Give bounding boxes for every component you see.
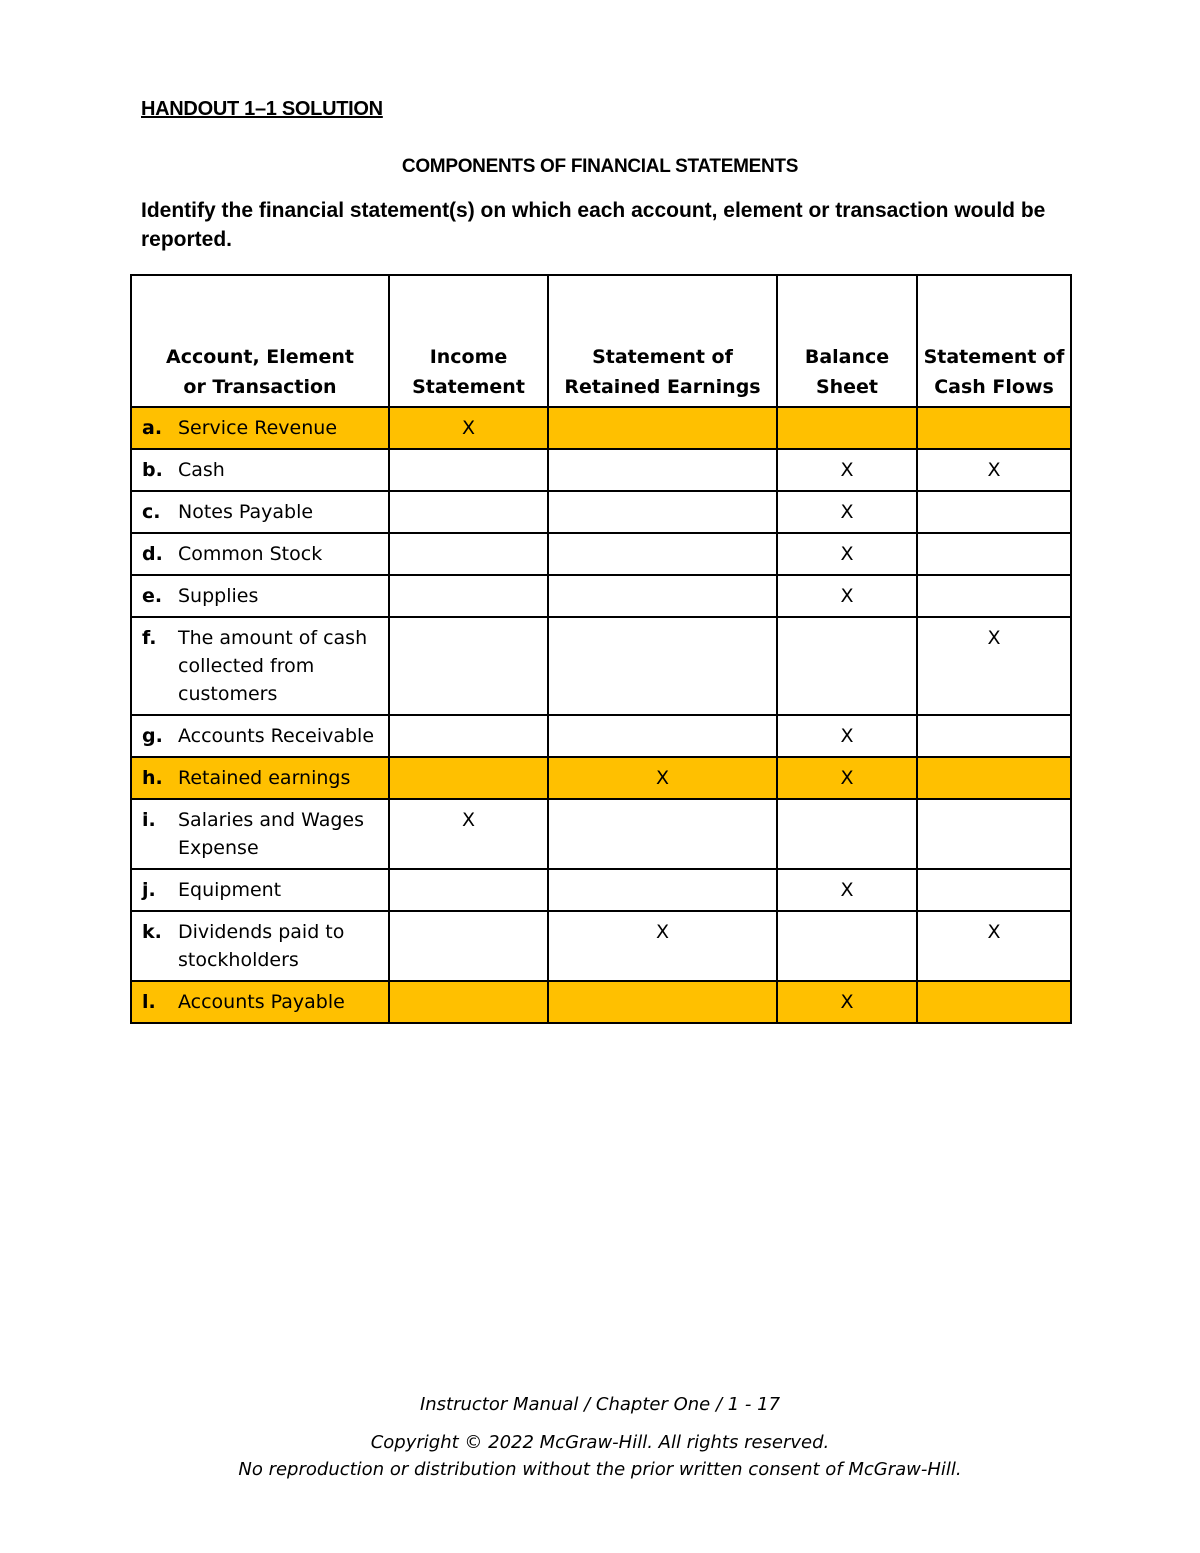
item-cell xyxy=(131,533,389,575)
income-statement-mark xyxy=(389,533,548,575)
retained-earnings-mark xyxy=(548,869,777,911)
income-statement-mark xyxy=(389,491,548,533)
footer-manual-reference: Instructor Manual / Chapter One / 1 - 17 xyxy=(419,1394,781,1415)
cash-flows-mark xyxy=(917,533,1071,575)
retained-earnings-mark: X xyxy=(548,757,777,799)
cash-flows-mark xyxy=(917,715,1071,757)
retained-earnings-mark xyxy=(548,449,777,491)
balance-sheet-mark xyxy=(777,617,917,715)
balance-sheet-mark xyxy=(777,407,917,449)
item-label: Salaries and Wages Expense xyxy=(178,809,364,859)
table-row xyxy=(131,757,1071,799)
item-cell xyxy=(131,407,389,449)
table-row xyxy=(131,407,1071,449)
item-label: Equipment xyxy=(178,879,282,901)
cash-flows-mark xyxy=(917,757,1071,799)
header-account-element xyxy=(131,275,389,407)
retained-earnings-mark xyxy=(548,407,777,449)
income-statement-mark: X xyxy=(389,799,548,869)
balance-sheet-mark xyxy=(777,911,917,981)
financial-statements-table xyxy=(130,274,1072,1024)
item-letter: i. xyxy=(142,809,156,831)
cash-flows-mark xyxy=(917,799,1071,869)
retained-earnings-mark xyxy=(548,617,777,715)
header-retained-line2: Retained Earnings xyxy=(564,376,761,398)
header-income-line2: Statement xyxy=(412,376,525,398)
income-statement-mark xyxy=(389,911,548,981)
table-row xyxy=(131,911,1071,981)
retained-earnings-mark xyxy=(548,715,777,757)
balance-sheet-mark: X xyxy=(777,575,917,617)
item-letter: b. xyxy=(142,459,163,481)
balance-sheet-mark xyxy=(777,799,917,869)
retained-earnings-mark xyxy=(548,799,777,869)
balance-sheet-mark: X xyxy=(777,757,917,799)
header-cashflows-line2: Cash Flows xyxy=(934,376,1054,398)
retained-earnings-mark xyxy=(548,491,777,533)
item-cell xyxy=(131,617,389,715)
income-statement-mark xyxy=(389,715,548,757)
item-letter: a. xyxy=(142,417,163,439)
balance-sheet-mark: X xyxy=(777,533,917,575)
page-heading: HANDOUT 1–1 SOLUTION xyxy=(141,98,383,120)
footer-copyright: Copyright © 2022 McGraw-Hill. All rights reserved. xyxy=(370,1432,830,1453)
table-row xyxy=(131,799,1071,869)
cash-flows-mark xyxy=(917,491,1071,533)
header-account-line1: Account, Element xyxy=(166,346,354,368)
header-cash-flows xyxy=(917,275,1071,407)
table-header-row xyxy=(131,275,1071,407)
cash-flows-mark: X xyxy=(917,617,1071,715)
item-label: Dividends paid to stockholders xyxy=(178,921,345,971)
item-label: Notes Payable xyxy=(178,501,314,523)
cash-flows-mark xyxy=(917,575,1071,617)
retained-earnings-mark xyxy=(548,533,777,575)
cash-flows-mark xyxy=(917,407,1071,449)
retained-earnings-mark xyxy=(548,575,777,617)
item-label: Accounts Receivable xyxy=(178,725,375,747)
item-letter: h. xyxy=(142,767,163,789)
document-title: COMPONENTS OF FINANCIAL STATEMENTS xyxy=(401,156,799,177)
item-cell xyxy=(131,911,389,981)
balance-sheet-mark: X xyxy=(777,449,917,491)
header-retained-line1: Statement of xyxy=(592,346,733,368)
header-cashflows-line1: Statement of xyxy=(923,346,1065,368)
item-letter: f. xyxy=(142,627,157,649)
header-balance-sheet xyxy=(777,275,917,407)
retained-earnings-mark xyxy=(548,981,777,1023)
table-row xyxy=(131,715,1071,757)
item-label: The amount of cash collected from customers xyxy=(178,627,368,705)
table-row xyxy=(131,575,1071,617)
balance-sheet-mark: X xyxy=(777,869,917,911)
item-label: Cash xyxy=(178,459,225,481)
item-letter: c. xyxy=(142,501,161,523)
header-retained-earnings xyxy=(548,275,777,407)
retained-earnings-mark: X xyxy=(548,911,777,981)
table-row xyxy=(131,533,1071,575)
balance-sheet-mark: X xyxy=(777,981,917,1023)
income-statement-mark xyxy=(389,981,548,1023)
item-cell xyxy=(131,449,389,491)
item-cell xyxy=(131,715,389,757)
item-cell xyxy=(131,869,389,911)
item-cell xyxy=(131,981,389,1023)
table-row xyxy=(131,869,1071,911)
table-row xyxy=(131,981,1071,1023)
item-label: Supplies xyxy=(178,585,259,607)
item-letter: e. xyxy=(142,585,163,607)
cash-flows-mark xyxy=(917,869,1071,911)
table-row xyxy=(131,449,1071,491)
income-statement-mark xyxy=(389,869,548,911)
balance-sheet-mark: X xyxy=(777,715,917,757)
income-statement-mark xyxy=(389,757,548,799)
item-letter: d. xyxy=(142,543,163,565)
footer-reproduction-notice: No reproduction or distribution without the prior written consent of McGraw-Hill. xyxy=(238,1459,962,1480)
item-letter: l. xyxy=(142,991,156,1013)
item-label: Accounts Payable xyxy=(178,991,345,1013)
table-row xyxy=(131,617,1071,715)
income-statement-mark xyxy=(389,449,548,491)
item-cell xyxy=(131,757,389,799)
item-letter: g. xyxy=(142,725,163,747)
balance-sheet-mark: X xyxy=(777,491,917,533)
item-cell xyxy=(131,799,389,869)
table-row xyxy=(131,491,1071,533)
cash-flows-mark: X xyxy=(917,911,1071,981)
item-letter: j. xyxy=(142,879,156,901)
item-label: Retained earnings xyxy=(178,767,351,789)
item-cell xyxy=(131,575,389,617)
header-account-line2: or Transaction xyxy=(183,376,337,398)
item-label: Common Stock xyxy=(178,543,323,565)
item-letter: k. xyxy=(142,921,162,943)
header-income-line1: Income xyxy=(429,346,508,368)
income-statement-mark: X xyxy=(389,407,548,449)
item-cell xyxy=(131,491,389,533)
cash-flows-mark: X xyxy=(917,449,1071,491)
item-label: Service Revenue xyxy=(178,417,338,439)
header-income-statement xyxy=(389,275,548,407)
instructions-text: Identify the financial statement(s) on which each account, element or transaction would be reported. xyxy=(141,199,1046,251)
cash-flows-mark xyxy=(917,981,1071,1023)
income-statement-mark xyxy=(389,617,548,715)
header-balance-line1: Balance xyxy=(804,346,890,368)
header-balance-line2: Sheet xyxy=(815,376,879,398)
income-statement-mark xyxy=(389,575,548,617)
